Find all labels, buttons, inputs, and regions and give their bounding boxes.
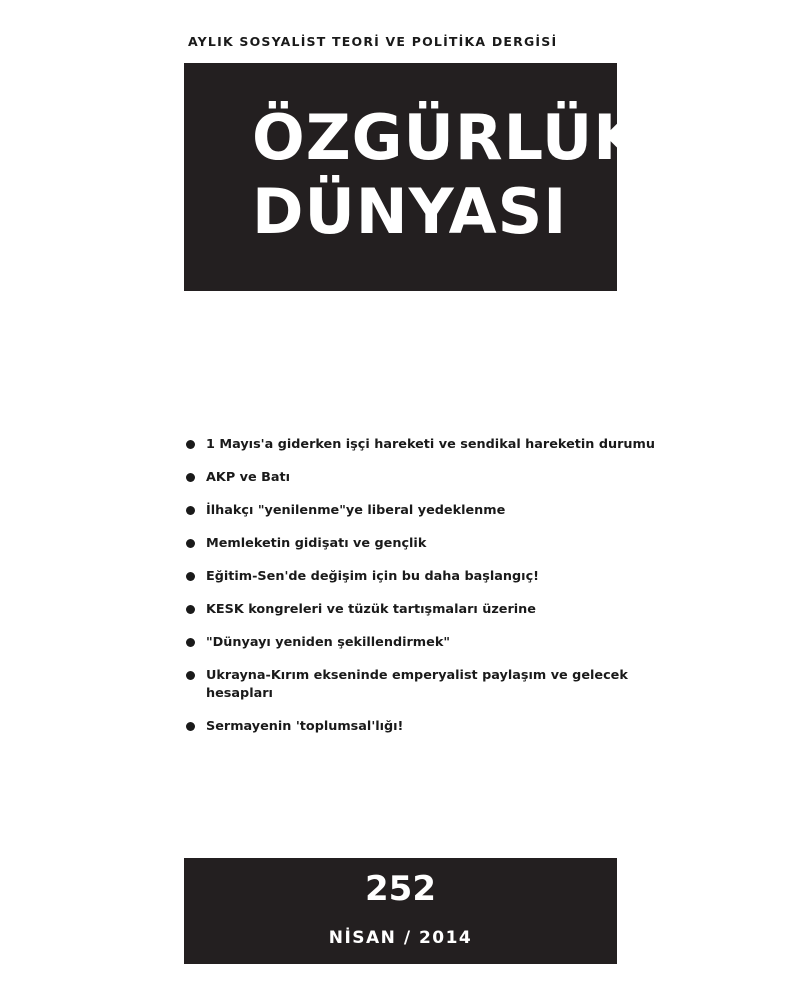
contents-item — [186, 436, 686, 454]
bullet-icon — [186, 473, 195, 482]
issue-block — [184, 858, 617, 964]
contents-item-text: KESK kongreleri ve tüzük tartışmaları üzerine — [206, 602, 536, 617]
bullet-icon — [186, 671, 195, 680]
magazine-title-line-1: ÖZGÜRLÜK — [252, 101, 643, 174]
issue-date: NİSAN / 2014 — [328, 928, 473, 948]
title-block — [184, 63, 643, 291]
bullet-icon — [186, 572, 195, 581]
magazine-subtitle: AYLIK SOSYALİST TEORİ VE POLİTİKA DERGİSİ — [188, 34, 558, 49]
bullet-icon — [186, 638, 195, 647]
contents-item-text: Sermayenin 'toplumsal'lığı! — [206, 719, 404, 734]
contents-item — [186, 634, 686, 652]
contents-item-text: AKP ve Batı — [206, 470, 291, 485]
contents-item-text: Ukrayna-Kırım ekseninde emperyalist paylaşım ve gelecek hesapları — [206, 668, 628, 701]
bullet-icon — [186, 539, 195, 548]
contents-item — [186, 469, 686, 487]
bullet-icon — [186, 506, 195, 515]
contents-item — [186, 568, 686, 586]
issue-number: 252 — [365, 869, 436, 909]
contents-item — [186, 667, 686, 703]
contents-list — [186, 436, 686, 751]
contents-item — [186, 502, 686, 520]
contents-item-text: "Dünyayı yeniden şekillendirmek" — [206, 635, 451, 650]
contents-item-text: Memleketin gidişatı ve gençlik — [206, 536, 427, 551]
contents-item-text: İlhakçı "yenilenme"ye liberal yedeklenme — [206, 503, 506, 518]
contents-item — [186, 601, 686, 619]
contents-item — [186, 535, 686, 553]
bullet-icon — [186, 605, 195, 614]
contents-item — [186, 718, 686, 736]
bullet-icon — [186, 440, 195, 449]
magazine-title-line-2: DÜNYASI — [252, 175, 568, 248]
contents-item-text: 1 Mayıs'a giderken işçi hareketi ve sendikal hareketin durumu — [206, 437, 655, 452]
bullet-icon — [186, 722, 195, 731]
contents-item-text: Eğitim-Sen'de değişim için bu daha başlangıç! — [206, 569, 539, 584]
